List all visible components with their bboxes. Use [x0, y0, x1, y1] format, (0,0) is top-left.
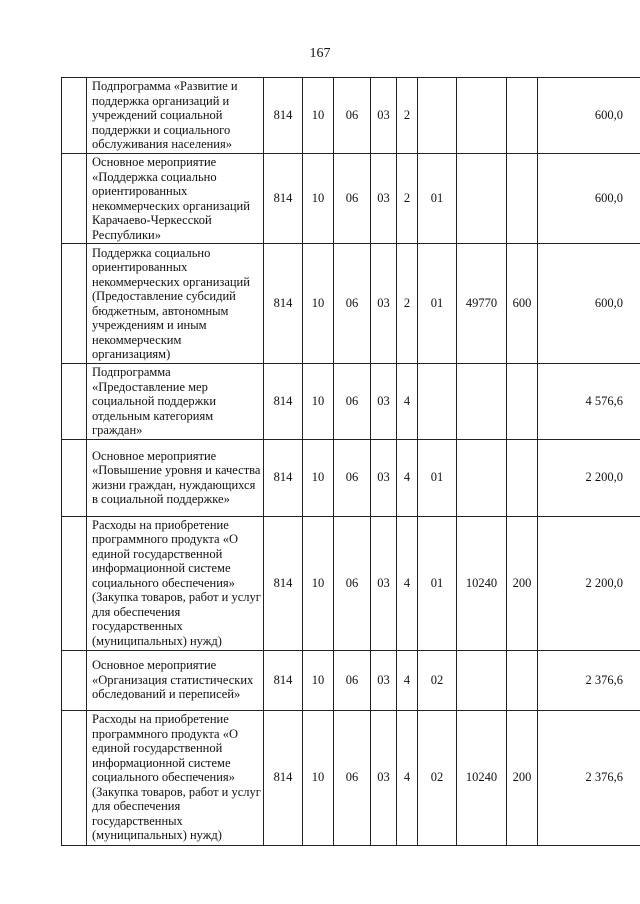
subsection-code: 06 — [334, 710, 371, 845]
subprogram-code: 2 — [397, 78, 418, 154]
empty-cell — [62, 244, 87, 364]
program-code: 03 — [371, 516, 397, 650]
ministry-code: 814 — [264, 364, 303, 440]
section-code: 10 — [303, 244, 334, 364]
empty-cell — [62, 439, 87, 516]
ministry-code: 814 — [264, 710, 303, 845]
main-event-code: 01 — [418, 516, 457, 650]
table-row — [62, 710, 640, 845]
expense-type-code: 200 — [507, 710, 538, 845]
subsection-code: 06 — [334, 439, 371, 516]
expense-type-code — [507, 439, 538, 516]
program-code: 03 — [371, 650, 397, 710]
table-row — [62, 154, 640, 244]
main-event-code: 01 — [418, 154, 457, 244]
amount: 2 376,6 — [538, 710, 640, 845]
row-name: Поддержка социально ориентированных некоммерческих организаций (Предоставление субсидий бюджетным, автономным учреждениям и иным некоммерческим организациям) — [87, 244, 264, 364]
direction-code: 10240 — [457, 710, 507, 845]
direction-code — [457, 78, 507, 154]
empty-cell — [62, 364, 87, 440]
section-code: 10 — [303, 154, 334, 244]
program-code: 03 — [371, 154, 397, 244]
row-name: Подпрограмма «Развитие и поддержка организаций и учреждений социальной поддержки и социального обслуживания населения» — [87, 78, 264, 154]
row-name: Расходы на приобретение программного продукта «О единой государственной информационной системе социального обеспечения» (Закупка товаров, работ и услуг для обеспечения государственных (муниципальных) нужд) — [87, 710, 264, 845]
subprogram-code: 4 — [397, 439, 418, 516]
main-event-code: 01 — [418, 439, 457, 516]
amount: 2 376,6 — [538, 650, 640, 710]
empty-cell — [62, 154, 87, 244]
direction-code — [457, 154, 507, 244]
ministry-code: 814 — [264, 78, 303, 154]
main-event-code — [418, 78, 457, 154]
amount: 4 576,6 — [538, 364, 640, 440]
amount: 600,0 — [538, 78, 640, 154]
subprogram-code: 4 — [397, 364, 418, 440]
expense-type-code: 600 — [507, 244, 538, 364]
table-row — [62, 364, 640, 440]
section-code: 10 — [303, 439, 334, 516]
subsection-code: 06 — [334, 364, 371, 440]
ministry-code: 814 — [264, 516, 303, 650]
direction-code — [457, 364, 507, 440]
row-name: Подпрограмма «Предоставление мер социальной поддержки отдельным категориям граждан» — [87, 364, 264, 440]
row-name: Основное мероприятие «Повышение уровня и качества жизни граждан, нуждающихся в социальной поддержке» — [87, 439, 264, 516]
table-row — [62, 244, 640, 364]
main-event-code: 02 — [418, 710, 457, 845]
budget-table — [61, 77, 640, 846]
subprogram-code: 4 — [397, 710, 418, 845]
section-code: 10 — [303, 364, 334, 440]
section-code: 10 — [303, 650, 334, 710]
direction-code: 10240 — [457, 516, 507, 650]
section-code: 10 — [303, 710, 334, 845]
expense-type-code — [507, 650, 538, 710]
direction-code: 49770 — [457, 244, 507, 364]
subprogram-code: 2 — [397, 154, 418, 244]
subprogram-code: 2 — [397, 244, 418, 364]
section-code: 10 — [303, 516, 334, 650]
page-number: 167 — [309, 46, 331, 61]
amount: 600,0 — [538, 244, 640, 364]
budget-table-body — [62, 78, 640, 846]
program-code: 03 — [371, 710, 397, 845]
direction-code — [457, 439, 507, 516]
subsection-code: 06 — [334, 154, 371, 244]
program-code: 03 — [371, 364, 397, 440]
subprogram-code: 4 — [397, 516, 418, 650]
amount: 2 200,0 — [538, 439, 640, 516]
subsection-code: 06 — [334, 516, 371, 650]
empty-cell — [62, 710, 87, 845]
subprogram-code: 4 — [397, 650, 418, 710]
empty-cell — [62, 516, 87, 650]
expense-type-code — [507, 154, 538, 244]
table-row — [62, 650, 640, 710]
ministry-code: 814 — [264, 650, 303, 710]
section-code: 10 — [303, 78, 334, 154]
main-event-code: 01 — [418, 244, 457, 364]
row-name: Расходы на приобретение программного продукта «О единой государственной информационной системе социального обеспечения» (Закупка товаров, работ и услуг для обеспечения государственных (муниципальных) нужд) — [87, 516, 264, 650]
table-row — [62, 78, 640, 154]
program-code: 03 — [371, 78, 397, 154]
ministry-code: 814 — [264, 244, 303, 364]
subsection-code: 06 — [334, 650, 371, 710]
direction-code — [457, 650, 507, 710]
program-code: 03 — [371, 244, 397, 364]
ministry-code: 814 — [264, 154, 303, 244]
main-event-code: 02 — [418, 650, 457, 710]
expense-type-code: 200 — [507, 516, 538, 650]
ministry-code: 814 — [264, 439, 303, 516]
amount: 600,0 — [538, 154, 640, 244]
program-code: 03 — [371, 439, 397, 516]
empty-cell — [62, 78, 87, 154]
table-row — [62, 439, 640, 516]
row-name: Основное мероприятие «Поддержка социально ориентированных некоммерческих организаций Карачаево-Черкесской Республики» — [87, 154, 264, 244]
subsection-code: 06 — [334, 78, 371, 154]
empty-cell — [62, 650, 87, 710]
expense-type-code — [507, 78, 538, 154]
table-row — [62, 516, 640, 650]
expense-type-code — [507, 364, 538, 440]
main-event-code — [418, 364, 457, 440]
row-name: Основное мероприятие «Организация статистических обследований и переписей» — [87, 650, 264, 710]
amount: 2 200,0 — [538, 516, 640, 650]
subsection-code: 06 — [334, 244, 371, 364]
